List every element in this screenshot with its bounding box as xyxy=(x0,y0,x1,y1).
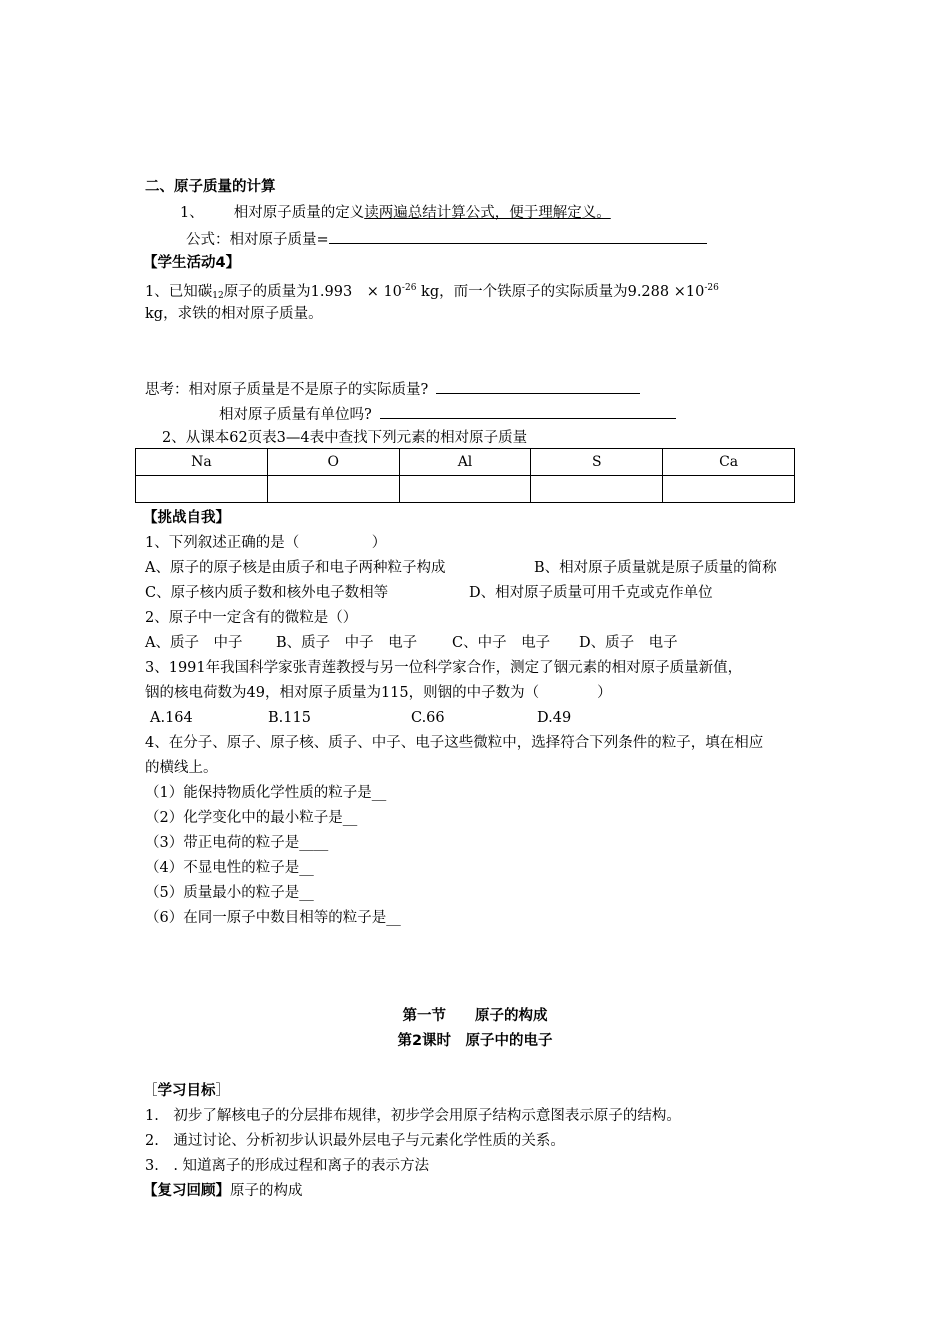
mass-number: 12 xyxy=(212,291,224,301)
lesson-subtitle: 第2课时 原子中的电子 xyxy=(397,1033,553,1049)
think-line-2: 相对原子质量有单位吗? xyxy=(219,403,676,425)
challenge-q3-line2: 铟的核电荷数为49，相对原子质量为115，则铟的中子数为（ ） xyxy=(145,685,612,701)
table-header: Na xyxy=(136,449,268,476)
answer-blank[interactable] xyxy=(380,403,676,419)
goal-item: 1. 初步了解核电子的分层排布规律，初步学会用原子结构示意图表示原子的结构。 xyxy=(145,1108,681,1124)
table-question: 2、从课本62页表3—4表中查找下列元素的相对原子质量 xyxy=(162,430,528,446)
answer-blank[interactable] xyxy=(436,378,640,394)
review-text: 原子的构成 xyxy=(230,1183,303,1199)
review-line xyxy=(143,1181,303,1201)
answer-cell[interactable] xyxy=(267,476,399,503)
table-header: O xyxy=(267,449,399,476)
fill-item: （6）在同一原子中数目相等的粒子是__ xyxy=(145,910,401,926)
answer-cell[interactable] xyxy=(663,476,795,503)
answer-cell[interactable] xyxy=(531,476,663,503)
option-b: B、质子 中子 电子 xyxy=(276,635,418,651)
option-a: A.164 xyxy=(150,710,193,726)
formula-label: 公式：相对原子质量= xyxy=(186,232,329,248)
option-c: C、原子核内质子数和核外电子数相等 xyxy=(145,585,389,601)
definition-line xyxy=(180,203,611,223)
answer-cell[interactable] xyxy=(136,476,268,503)
option-a: A、质子 中子 xyxy=(145,635,243,651)
formula-blank[interactable] xyxy=(329,228,707,244)
challenge-q3-line1: 3、1991年我国科学家张青莲教授与另一位科学家合作，测定了铟元素的相对原子质量新值， xyxy=(145,660,743,676)
challenge-q4-line1: 4、在分子、原子、原子核、质子、中子、电子这些微粒中，选择符合下列条件的粒子，填在相应 xyxy=(145,735,764,751)
lesson-title: 第一节 原子的构成 xyxy=(402,1008,548,1024)
goal-item: 2. 通过讨论、分析初步认识最外层电子与元素化学性质的关系。 xyxy=(145,1133,565,1149)
formula-line xyxy=(186,228,707,250)
option-b: B、相对原子质量就是原子质量的简称 xyxy=(534,560,777,576)
option-a: A、原子的原子核是由质子和电子两种粒子构成 xyxy=(145,560,446,576)
challenge-q4-line2: 的横线上。 xyxy=(145,760,218,776)
challenge-heading: 【挑战自我】 xyxy=(143,510,230,526)
fill-item: （5）质量最小的粒子是__ xyxy=(145,885,314,901)
item-number: 1、 xyxy=(180,205,204,221)
fill-item: （3）带正电荷的粒子是____ xyxy=(145,835,329,851)
option-c: C、中子 电子 xyxy=(452,635,551,651)
exponent: -26 xyxy=(401,283,417,293)
answer-cell[interactable] xyxy=(399,476,531,503)
option-c: C.66 xyxy=(411,710,445,726)
definition-text: 相对原子质量的定义 xyxy=(233,205,365,221)
option-d: D、相对原子质量可用千克或克作单位 xyxy=(469,585,713,601)
goal-item: 3. . 知道离子的形成过程和离子的表示方法 xyxy=(145,1158,430,1174)
option-d: D.49 xyxy=(537,710,572,726)
definition-instruction: 读两遍总结计算公式，便于理解定义。 xyxy=(364,205,611,221)
challenge-q1: 1、下列叙述正确的是（ ） xyxy=(145,535,387,551)
fill-item: （2）化学变化中的最小粒子是__ xyxy=(145,810,358,826)
think-line-1: 思考：相对原子质量是不是原子的实际质量? xyxy=(145,378,640,400)
question-line-1: 1、已知碳$_{12}$原子的质量为1.993 × $10^{-26}$ kg，而一个铁原子的实际质量为$9.288 \times 10^{-26}$ xyxy=(145,283,719,301)
table-row xyxy=(136,476,795,503)
section-heading: 二、原子质量的计算 xyxy=(145,179,276,195)
fill-item: （1）能保持物质化学性质的粒子是__ xyxy=(145,785,387,801)
table-header: Ca xyxy=(663,449,795,476)
exponent: -26 xyxy=(704,283,719,293)
option-b: B.115 xyxy=(268,710,311,726)
table-header: Al xyxy=(399,449,531,476)
element-table xyxy=(135,448,795,503)
challenge-q2: 2、原子中一定含有的微粒是（） xyxy=(145,610,358,626)
option-d: D、质子 电子 xyxy=(579,635,678,651)
review-heading: 【复习回顾】 xyxy=(143,1183,230,1199)
question-line-2: kg，求铁的相对原子质量。 xyxy=(145,306,323,322)
fill-item: （4）不显电性的粒子是__ xyxy=(145,860,314,876)
table-header-row xyxy=(136,449,795,476)
activity-heading: 【学生活动4】 xyxy=(143,255,241,271)
table-header: S xyxy=(531,449,663,476)
goals-heading: ［学习目标］ xyxy=(143,1083,230,1099)
